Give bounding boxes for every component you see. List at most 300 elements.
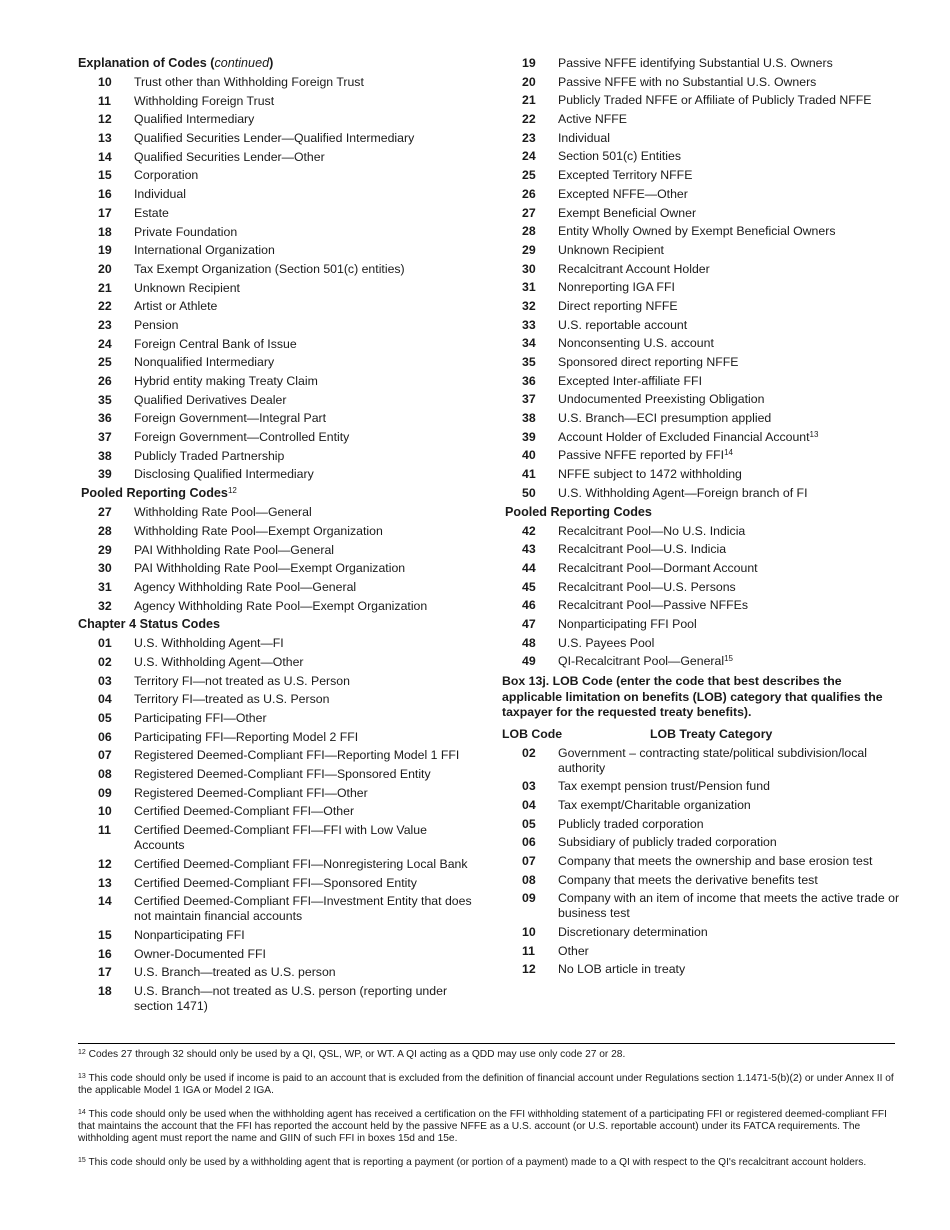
code-description-text: Passive NFFE reported by FFI: [558, 448, 725, 463]
code-row: [78, 391, 478, 410]
code-number: 34: [522, 336, 536, 351]
code-description: [558, 467, 902, 482]
code-description-text: Pension: [134, 317, 179, 332]
lob-category-column-header: LOB Treaty Category: [650, 726, 773, 741]
code-description-text: NFFE subject to 1472 withholding: [558, 467, 742, 482]
code-row: [78, 784, 478, 803]
code-row: [78, 926, 478, 945]
code-number: 15: [98, 927, 112, 942]
code-description-text: Individual: [134, 187, 186, 202]
code-row: [78, 690, 478, 709]
code-number: 37: [98, 430, 112, 445]
code-number: 02: [98, 654, 112, 669]
code-description: [134, 655, 478, 670]
code-description: [558, 243, 902, 258]
code-number: 07: [98, 748, 112, 763]
code-description: [558, 746, 902, 776]
footnote-number: 14: [78, 1109, 86, 1116]
footnote-number: 13: [78, 1073, 86, 1080]
code-description-text: Discretionary determination: [558, 925, 708, 939]
code-number: 22: [98, 299, 112, 314]
code-row: [78, 541, 478, 560]
code-description-text: U.S. Withholding Agent—FI: [134, 636, 284, 651]
code-number: 45: [522, 579, 536, 594]
code-number: 47: [522, 616, 536, 631]
code-number: 48: [522, 635, 536, 650]
code-description: [558, 206, 902, 221]
code-row: [78, 503, 478, 522]
pooled-code-list-left: [78, 503, 478, 615]
code-description-text: Nonconsenting U.S. account: [558, 336, 714, 351]
code-row: [78, 110, 478, 129]
code-number: 12: [98, 112, 112, 127]
code-number: 06: [98, 729, 112, 744]
code-description-text: Recalcitrant Pool—U.S. Indicia: [558, 542, 727, 557]
code-row: [78, 316, 478, 335]
code-description: [134, 187, 478, 202]
code-number: 13: [98, 875, 112, 890]
footnote-reference: 14: [724, 448, 733, 458]
code-number: 21: [98, 280, 112, 295]
code-number: 15: [98, 168, 112, 183]
code-row: [502, 446, 902, 465]
code-description: [558, 636, 902, 651]
code-row: [502, 796, 902, 815]
code-row: [78, 982, 478, 1016]
code-description: [134, 876, 478, 891]
code-description-text: U.S. Withholding Agent—Foreign branch of FI: [558, 485, 808, 500]
code-description: [134, 692, 478, 707]
code-description: [558, 854, 902, 869]
code-row: [78, 578, 478, 597]
code-description: [134, 131, 478, 146]
code-description: [558, 962, 902, 977]
code-description-text: Unknown Recipient: [134, 280, 240, 295]
code-number: 37: [522, 392, 536, 407]
code-description: [558, 75, 902, 90]
code-description: [134, 857, 478, 872]
code-number: 23: [522, 130, 536, 145]
code-number: 27: [98, 505, 112, 520]
code-row: [78, 963, 478, 982]
code-row: [502, 129, 902, 148]
code-number: 04: [522, 797, 536, 812]
code-number: 20: [522, 74, 536, 89]
code-number: 17: [98, 965, 112, 980]
code-description-text: Tax Exempt Organization (Section 501(c) entities): [134, 261, 405, 276]
code-description: [134, 505, 478, 520]
code-row: [502, 372, 902, 391]
code-description: [134, 206, 478, 221]
code-row: [502, 596, 902, 615]
code-description-text: Excepted NFFE—Other: [558, 186, 688, 201]
code-number: 22: [522, 112, 536, 127]
code-description-text: Excepted Territory NFFE: [558, 168, 693, 183]
code-number: 12: [98, 856, 112, 871]
code-description: [558, 336, 902, 351]
code-row: [78, 335, 478, 354]
code-number: 17: [98, 205, 112, 220]
code-description-text: Territory FI—treated as U.S. Person: [134, 692, 330, 707]
code-row: [78, 855, 478, 874]
code-description: [134, 337, 478, 352]
code-description: [134, 374, 478, 389]
code-row: [78, 447, 478, 466]
code-row: [78, 522, 478, 541]
code-number: 33: [522, 317, 536, 332]
code-description-text: Participating FFI—Reporting Model 2 FFI: [134, 729, 359, 744]
code-description-text: U.S. reportable account: [558, 317, 688, 332]
code-description-text: No LOB article in treaty: [558, 962, 686, 977]
code-description: [558, 411, 902, 426]
code-number: 24: [522, 149, 536, 164]
code-description: [134, 262, 478, 277]
code-row: [502, 484, 902, 503]
code-number: 13: [98, 131, 112, 146]
code-number: 25: [522, 168, 536, 183]
code-description: [558, 187, 902, 202]
code-description-text: Passive NFFE with no Substantial U.S. Owners: [558, 74, 817, 89]
code-row: [502, 353, 902, 372]
code-description: [558, 168, 902, 183]
code-row: [78, 802, 478, 821]
code-description: [134, 748, 478, 763]
code-description: [558, 112, 902, 127]
code-description-text: Nonqualified Intermediary: [134, 355, 275, 370]
footnote-number: 12: [78, 1049, 86, 1056]
code-description: [134, 636, 478, 651]
code-description: [558, 654, 902, 669]
code-description: [558, 374, 902, 389]
code-row: [502, 833, 902, 852]
code-number: 32: [522, 298, 536, 313]
code-description-text: Undocumented Preexisting Obligation: [558, 392, 765, 407]
code-description: [558, 944, 902, 959]
code-description: [558, 280, 902, 295]
code-description-text: Disclosing Qualified Intermediary: [134, 467, 314, 482]
code-row: [78, 821, 478, 855]
code-description-text: Certified Deemed-Compliant FFI—Nonregistering Local Bank: [134, 856, 468, 871]
code-number: 50: [522, 485, 536, 500]
code-description-text: Trust other than Withholding Foreign Trust: [134, 75, 364, 89]
code-description: [134, 674, 478, 689]
code-number: 09: [522, 891, 536, 906]
code-description-text: PAI Withholding Rate Pool—General: [134, 542, 335, 557]
code-description-text: Withholding Foreign Trust: [134, 93, 275, 108]
box13j-heading: Box 13j. LOB Code (enter the code that best describes the applicable limitation on benefits (LOB) category that qualifies the taxpayer for the requested treaty benefits).: [502, 674, 883, 719]
code-row: [502, 260, 902, 279]
code-description-text: Nonreporting IGA FFI: [558, 280, 675, 295]
code-number: 30: [522, 261, 536, 276]
code-description-text: Company that meets the ownership and base erosion test: [558, 853, 873, 868]
code-number: 39: [522, 429, 536, 444]
code-number: 21: [522, 93, 536, 108]
code-row: [502, 923, 902, 942]
code-row: [502, 634, 902, 653]
code-row: [78, 653, 478, 672]
code-number: 19: [98, 243, 112, 258]
pooled-heading-right: Pooled Reporting Codes: [505, 504, 652, 519]
code-description: [134, 561, 478, 576]
code-number: 36: [98, 411, 112, 426]
code-description: [134, 804, 478, 819]
code-description-text: Direct reporting NFFE: [558, 298, 678, 313]
code-row: [502, 540, 902, 559]
code-number: 12: [522, 962, 536, 977]
code-description: [134, 355, 478, 370]
code-description-text: Estate: [134, 205, 169, 220]
code-description: [558, 486, 902, 501]
code-row: [502, 204, 902, 223]
code-description-text: Tax exempt/Charitable organization: [558, 797, 751, 812]
code-description-text: Nonparticipating FFI: [134, 927, 245, 942]
code-number: 18: [98, 224, 112, 239]
code-number: 42: [522, 523, 536, 538]
code-number: 11: [98, 823, 111, 838]
code-row: [78, 728, 478, 747]
code-row: [502, 110, 902, 129]
code-row: [78, 297, 478, 316]
code-description-text: QI-Recalcitrant Pool—General: [558, 654, 725, 669]
code-row: [502, 278, 902, 297]
code-number: 14: [98, 894, 112, 909]
code-row: [78, 765, 478, 784]
code-row: [78, 223, 478, 242]
code-row: [502, 522, 902, 541]
chapter4-heading: Chapter 4 Status Codes: [78, 617, 221, 632]
code-row: [78, 73, 478, 92]
code-row: [502, 241, 902, 260]
code-row: [502, 185, 902, 204]
code-description: [558, 392, 902, 407]
code-description: [134, 225, 478, 240]
code-row: [78, 148, 478, 167]
code-number: 24: [98, 336, 112, 351]
code-description-text: Owner-Documented FFI: [134, 946, 266, 961]
lob-code-list: [502, 744, 902, 980]
code-number: 31: [98, 579, 112, 594]
code-row: [502, 316, 902, 335]
code-description: [558, 224, 902, 239]
code-number: 26: [522, 186, 536, 201]
code-description: [134, 767, 478, 782]
code-description: [134, 524, 478, 539]
code-row: [78, 204, 478, 223]
code-number: 03: [522, 779, 536, 794]
code-description: [558, 448, 902, 463]
code-description: [134, 823, 478, 853]
code-row: [78, 945, 478, 964]
code-description-text: Hybrid entity making Treaty Claim: [134, 374, 318, 388]
code-description-text: Registered Deemed-Compliant FFI—Reporting Model 1 FFI: [134, 748, 460, 763]
code-row: [502, 297, 902, 316]
code-description: [558, 835, 902, 850]
code-number: 29: [522, 242, 536, 257]
code-description-text: Publicly Traded NFFE or Affiliate of Publicly Traded NFFE: [558, 93, 872, 108]
code-description: [134, 150, 478, 165]
code-description: [134, 928, 478, 943]
code-number: 02: [522, 745, 536, 760]
code-description: [134, 786, 478, 801]
code-number: 38: [98, 448, 112, 463]
code-description-text: PAI Withholding Rate Pool—Exempt Organization: [134, 561, 406, 576]
code-number: 08: [522, 872, 536, 887]
code-description-text: Withholding Rate Pool—Exempt Organization: [134, 523, 383, 538]
code-row: [502, 578, 902, 597]
code-row: [78, 409, 478, 428]
code-row: [502, 615, 902, 634]
pooled-code-list-right: [502, 522, 902, 672]
code-row: [78, 597, 478, 616]
code-number: 11: [98, 93, 111, 108]
code-description: [558, 131, 902, 146]
code-description-text: Passive NFFE identifying Substantial U.S. Owners: [558, 56, 833, 70]
code-description-text: Active NFFE: [558, 112, 628, 127]
code-description-text: Qualified Securities Lender—Qualified Intermediary: [134, 131, 415, 146]
code-description-text: Registered Deemed-Compliant FFI—Other: [134, 785, 368, 800]
right-column: [502, 54, 902, 979]
code-description: [134, 411, 478, 426]
code-number: 18: [98, 983, 112, 998]
code-description: [558, 56, 902, 71]
code-number: 31: [522, 280, 536, 295]
code-number: 38: [522, 411, 536, 426]
code-description-text: Recalcitrant Pool—Passive NFFEs: [558, 598, 748, 613]
code-description-text: Other: [558, 943, 589, 958]
code-description: [134, 75, 478, 90]
code-description-text: Corporation: [134, 168, 199, 183]
code-number: 05: [98, 711, 112, 725]
code-description-text: Recalcitrant Account Holder: [558, 261, 710, 276]
code-row: [78, 634, 478, 653]
footnote-text: Codes 27 through 32 should only be used by a QI, QSL, WP, or WT. A QI acting as a QDD may use only code 27 or 28.: [88, 1049, 626, 1060]
code-row: [78, 279, 478, 298]
code-number: 20: [98, 261, 112, 276]
code-row: [78, 241, 478, 260]
code-description-text: Publicly Traded Partnership: [134, 448, 285, 463]
footnote: [78, 1049, 895, 1061]
code-description-text: U.S. Branch—not treated as U.S. person (reporting under section 1471): [134, 983, 448, 1013]
code-number: 11: [522, 943, 535, 958]
code-row: [502, 409, 902, 428]
code-row: [502, 390, 902, 409]
code-row: [78, 129, 478, 148]
code-row: [78, 874, 478, 893]
footnote-text: This code should only be used if income is paid to an account that is excluded from the definition of financial account under Regulations section 1.1471-5(b)(2) or under Annex II of the applicable Model 1 IGA or Model 2 IGA.: [78, 1073, 894, 1096]
code-description-text: Nonparticipating FFI Pool: [558, 616, 697, 631]
chapter4-code-list-right: [502, 54, 902, 503]
code-description: [558, 798, 902, 813]
code-number: 26: [98, 374, 112, 388]
code-description: [134, 894, 478, 924]
code-row: [78, 372, 478, 391]
code-description-text: Unknown Recipient: [558, 242, 664, 257]
left-column: [78, 54, 478, 1016]
code-number: 46: [522, 598, 536, 613]
code-description-text: Participating FFI—Other: [134, 711, 267, 725]
code-description: [134, 299, 478, 314]
code-description-text: Subsidiary of publicly traded corporation: [558, 835, 777, 850]
code-row: [78, 709, 478, 728]
code-description: [134, 730, 478, 745]
code-row: [502, 559, 902, 578]
code-description-text: Agency Withholding Rate Pool—Exempt Organization: [134, 598, 428, 613]
code-description: [134, 580, 478, 595]
code-row: [78, 746, 478, 765]
code-row: [78, 672, 478, 691]
code-row: [502, 871, 902, 890]
code-row: [502, 91, 902, 110]
code-description: [558, 617, 902, 632]
code-description: [134, 393, 478, 408]
code-description: [134, 112, 478, 127]
section-heading: Explanation of Codes (continued): [78, 56, 274, 70]
code-description-text: Qualified Intermediary: [134, 112, 255, 127]
code-description: [558, 873, 902, 888]
code-number: 14: [98, 149, 112, 164]
code-description: [558, 580, 902, 595]
code-description-text: Certified Deemed-Compliant FFI—Investment Entity that does not maintain financial accounts: [134, 894, 472, 924]
code-description: [134, 168, 478, 183]
code-number: 27: [522, 205, 536, 220]
code-description-text: Account Holder of Excluded Financial Account: [558, 429, 810, 444]
code-description-text: Government – contracting state/political subdivision/local authority: [558, 745, 867, 775]
code-number: 10: [98, 75, 112, 89]
code-description-text: Certified Deemed-Compliant FFI—Other: [134, 804, 355, 819]
code-number: 23: [98, 317, 112, 332]
code-description-text: U.S. Payees Pool: [558, 635, 655, 650]
code-description-text: Exempt Beneficial Owner: [558, 205, 697, 220]
footnote: [78, 1157, 895, 1169]
code-description-text: International Organization: [134, 243, 275, 258]
code-description-text: Tax exempt pension trust/Pension fund: [558, 779, 770, 794]
lob-table-header: [502, 725, 902, 744]
code-description-text: Certified Deemed-Compliant FFI—Sponsored Entity: [134, 875, 417, 890]
code-description-text: Section 501(c) Entities: [558, 149, 682, 164]
code-row: [502, 73, 902, 92]
code-description: [134, 281, 478, 296]
code-row: [78, 260, 478, 279]
code-number: 29: [98, 542, 112, 557]
code-number: 16: [98, 946, 112, 961]
code-description-text: U.S. Withholding Agent—Other: [134, 654, 304, 669]
code-number: 40: [522, 448, 536, 463]
code-number: 30: [98, 561, 112, 576]
code-row: [502, 744, 902, 778]
code-description-text: Sponsored direct reporting NFFE: [558, 355, 739, 369]
code-number: 39: [98, 467, 112, 482]
footnote: [78, 1109, 895, 1145]
code-number: 08: [98, 767, 112, 782]
code-row: [502, 147, 902, 166]
code-description: [134, 711, 478, 726]
code-description-text: U.S. Branch—treated as U.S. person: [134, 965, 336, 980]
code-description-text: Publicly traded corporation: [558, 816, 704, 831]
code-description: [134, 599, 478, 614]
code-description: [134, 965, 478, 980]
code-description-text: Private Foundation: [134, 224, 238, 239]
code-description-text: Foreign Government—Controlled Entity: [134, 430, 350, 445]
code-description: [558, 262, 902, 277]
code-number: 05: [522, 816, 536, 831]
code-row: [78, 166, 478, 185]
code-description: [558, 524, 902, 539]
code-description: [134, 984, 478, 1014]
code-description-text: Qualified Securities Lender—Other: [134, 149, 325, 164]
code-row: [502, 465, 902, 484]
code-row: [502, 942, 902, 961]
code-number: 10: [98, 804, 112, 819]
